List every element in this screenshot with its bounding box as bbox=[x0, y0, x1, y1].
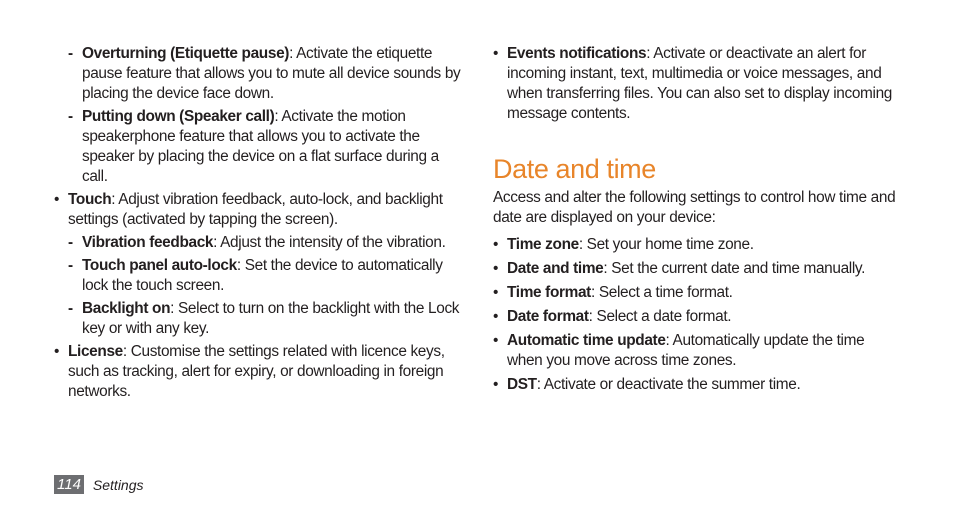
item-description: : Activate or deactivate an alert for incoming instant, text, multimedia or voice messages, and when transferring files. You can also set to display incoming message contents. bbox=[507, 45, 893, 122]
date-time-settings-list bbox=[493, 235, 903, 395]
sub-list-item bbox=[54, 299, 464, 339]
list-item bbox=[54, 342, 464, 402]
list-item bbox=[493, 44, 903, 124]
sub-list-item bbox=[54, 233, 464, 253]
list-item bbox=[493, 375, 903, 395]
footer-section-name: Settings bbox=[92, 476, 144, 493]
item-text bbox=[507, 235, 903, 255]
item-description: : Set the device to automatically lock the touch screen. bbox=[82, 257, 443, 294]
bullet-marker: • bbox=[493, 332, 499, 349]
right-column bbox=[493, 44, 903, 395]
item-text bbox=[82, 256, 464, 296]
item-term: Overturning (Etiquette pause) bbox=[82, 45, 290, 62]
bullet-marker: • bbox=[54, 343, 60, 360]
item-text bbox=[68, 190, 464, 230]
item-term: Time zone bbox=[507, 236, 579, 253]
item-term: Time format bbox=[507, 284, 591, 301]
item-text bbox=[507, 331, 903, 371]
item-description: : Activate the etiquette pause feature that allows you to mute all device sounds by placing the device face down. bbox=[82, 45, 461, 102]
sub-list-item bbox=[54, 44, 464, 104]
item-text bbox=[68, 342, 464, 402]
item-term: Backlight on bbox=[82, 300, 171, 317]
bullet-marker: • bbox=[493, 284, 499, 301]
left-column bbox=[54, 44, 464, 402]
bullet-marker: • bbox=[493, 236, 499, 253]
item-description: : Adjust vibration feedback, auto-lock, and backlight settings (activated by tapping the screen). bbox=[68, 191, 443, 228]
section-title: Date and time bbox=[493, 154, 656, 184]
page-number: 114 bbox=[54, 475, 84, 494]
sub-list-item bbox=[54, 256, 464, 296]
item-text bbox=[507, 307, 903, 327]
page-footer bbox=[54, 475, 144, 494]
list-item bbox=[493, 331, 903, 371]
item-term: License bbox=[68, 343, 123, 360]
item-description: : Adjust the intensity of the vibration. bbox=[213, 234, 446, 251]
item-text bbox=[507, 283, 903, 303]
dash-marker: - bbox=[68, 300, 73, 317]
right-top-settings-list bbox=[493, 44, 903, 124]
item-term: Automatic time update bbox=[507, 332, 666, 349]
left-settings-list bbox=[54, 44, 464, 402]
item-description: : Activate the motion speakerphone feature that allows you to activate the speaker by placing the device on a flat surface during a call. bbox=[82, 108, 439, 185]
item-description: : Select a date format. bbox=[588, 308, 732, 325]
item-text bbox=[82, 44, 464, 104]
bullet-marker: • bbox=[493, 308, 499, 325]
item-term: Touch bbox=[68, 191, 112, 208]
item-description: : Select a time format. bbox=[590, 284, 733, 301]
list-item bbox=[493, 259, 903, 279]
item-description: : Activate or deactivate the summer time. bbox=[536, 376, 801, 393]
bullet-marker: • bbox=[493, 376, 499, 393]
item-description: : Set the current date and time manually. bbox=[603, 260, 866, 277]
dash-marker: - bbox=[68, 257, 73, 274]
item-term: Putting down (Speaker call) bbox=[82, 108, 275, 125]
dash-marker: - bbox=[68, 234, 73, 251]
item-term: Date format bbox=[507, 308, 589, 325]
item-term: Vibration feedback bbox=[82, 234, 214, 251]
item-term: Date and time bbox=[507, 260, 604, 277]
item-term: DST bbox=[507, 376, 537, 393]
item-term: Events notifications bbox=[507, 45, 647, 62]
section-intro: Access and alter the following settings to control how time and date are displayed on your device: bbox=[493, 189, 896, 226]
item-text bbox=[507, 375, 903, 395]
list-item bbox=[493, 307, 903, 327]
item-description: : Select to turn on the backlight with the Lock key or with any key. bbox=[82, 300, 460, 337]
item-text bbox=[82, 107, 464, 187]
item-text bbox=[82, 299, 464, 339]
list-item bbox=[493, 235, 903, 255]
bullet-marker: • bbox=[493, 45, 499, 62]
sub-list-item bbox=[54, 107, 464, 187]
item-description: : Automatically update the time when you move across time zones. bbox=[507, 332, 865, 369]
item-text bbox=[507, 259, 903, 279]
item-description: : Set your home time zone. bbox=[578, 236, 754, 253]
bullet-marker: • bbox=[493, 260, 499, 277]
bullet-marker: • bbox=[54, 191, 60, 208]
list-item bbox=[54, 190, 464, 230]
dash-marker: - bbox=[68, 45, 73, 62]
item-text bbox=[82, 233, 464, 253]
item-description: : Customise the settings related with licence keys, such as tracking, alert for expiry, or downloading in foreign networks. bbox=[68, 343, 445, 400]
list-item bbox=[493, 283, 903, 303]
dash-marker: - bbox=[68, 108, 73, 125]
item-text bbox=[507, 44, 903, 124]
item-term: Touch panel auto-lock bbox=[82, 257, 237, 274]
